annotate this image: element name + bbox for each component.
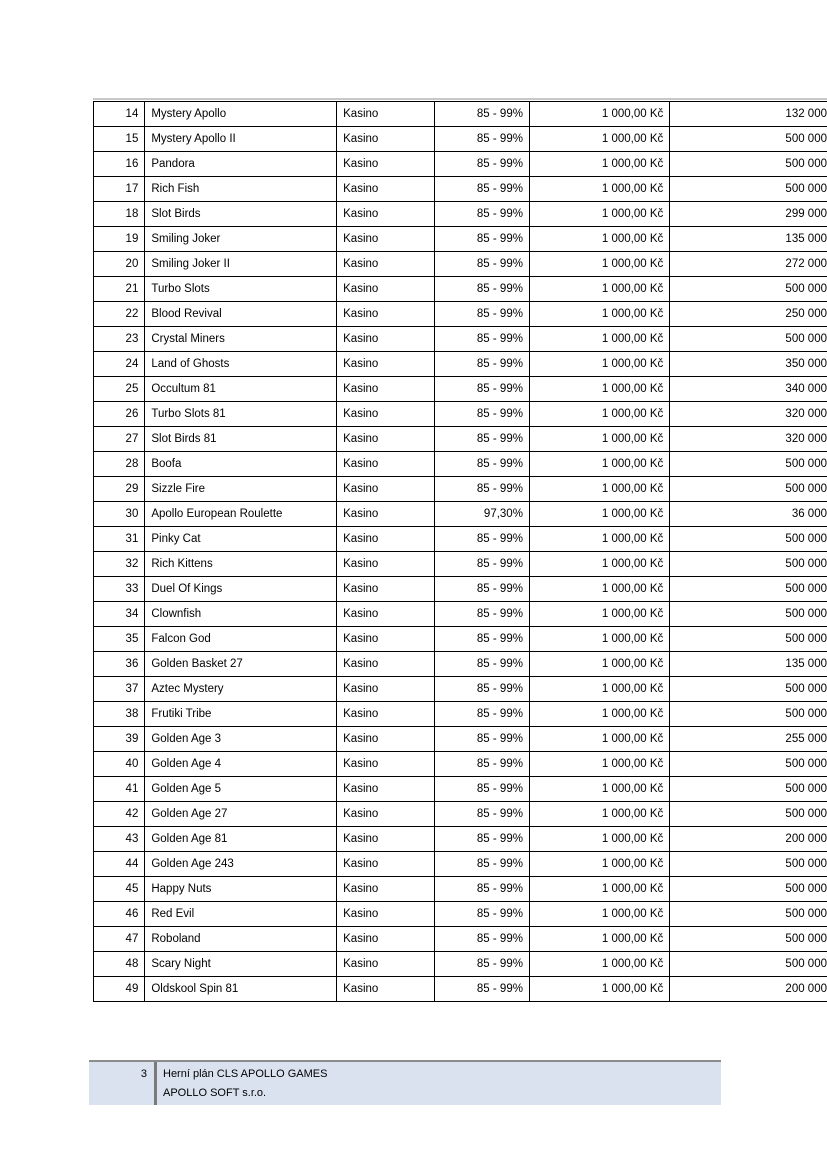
game-name-cell: Golden Age 81 (145, 827, 337, 852)
game-name-cell: Slot Birds (145, 202, 337, 227)
game-name-cell: Scary Night (145, 952, 337, 977)
max-bet-cell: 1 000,00 Kč (529, 327, 669, 352)
page-number: 3 (140, 1068, 147, 1080)
rtp-cell: 85 - 99% (434, 752, 529, 777)
max-win-cell: 500 000 (670, 552, 827, 577)
category-cell: Kasino (337, 302, 435, 327)
table-row (94, 227, 827, 252)
max-win-cell: 500 000 (670, 577, 827, 602)
game-name-cell: Boofa (145, 452, 337, 477)
category-cell: Kasino (337, 752, 435, 777)
rtp-cell: 85 - 99% (434, 577, 529, 602)
table-row (94, 577, 827, 602)
category-cell: Kasino (337, 552, 435, 577)
game-name-cell: Roboland (145, 927, 337, 952)
max-bet-cell: 1 000,00 Kč (529, 202, 669, 227)
table-row (94, 877, 827, 902)
max-win-cell: 350 000 (670, 352, 827, 377)
max-win-cell: 500 000 (670, 777, 827, 802)
table-row (94, 802, 827, 827)
table-row (94, 452, 827, 477)
max-bet-cell: 1 000,00 Kč (529, 102, 669, 127)
max-win-cell: 500 000 (670, 152, 827, 177)
max-bet-cell: 1 000,00 Kč (529, 927, 669, 952)
max-bet-cell: 1 000,00 Kč (529, 252, 669, 277)
row-number-cell: 46 (94, 902, 145, 927)
row-number-cell: 39 (94, 727, 145, 752)
category-cell: Kasino (337, 527, 435, 552)
game-name-cell: Mystery Apollo (145, 102, 337, 127)
max-bet-cell: 1 000,00 Kč (529, 652, 669, 677)
row-number-cell: 33 (94, 577, 145, 602)
max-bet-cell: 1 000,00 Kč (529, 952, 669, 977)
table-row (94, 377, 827, 402)
max-bet-cell: 1 000,00 Kč (529, 752, 669, 777)
max-win-cell: 500 000 (670, 752, 827, 777)
table-row (94, 477, 827, 502)
category-cell: Kasino (337, 577, 435, 602)
table-row (94, 127, 827, 152)
category-cell: Kasino (337, 152, 435, 177)
max-win-cell: 500 000 (670, 952, 827, 977)
max-win-cell: 500 000 (670, 177, 827, 202)
rtp-cell: 85 - 99% (434, 127, 529, 152)
max-win-cell: 500 000 (670, 677, 827, 702)
table-row (94, 927, 827, 952)
row-number-cell: 30 (94, 502, 145, 527)
table-row (94, 502, 827, 527)
max-bet-cell: 1 000,00 Kč (529, 477, 669, 502)
category-cell: Kasino (337, 702, 435, 727)
game-name-cell: Land of Ghosts (145, 352, 337, 377)
game-name-cell: Smiling Joker (145, 227, 337, 252)
max-bet-cell: 1 000,00 Kč (529, 877, 669, 902)
table-row (94, 352, 827, 377)
footer-title: Herní plán CLS APOLLO GAMES (163, 1068, 328, 1080)
max-win-cell: 500 000 (670, 802, 827, 827)
table-row (94, 652, 827, 677)
row-number-cell: 42 (94, 802, 145, 827)
max-win-cell: 500 000 (670, 327, 827, 352)
rtp-cell: 97,30% (434, 502, 529, 527)
row-number-cell: 36 (94, 652, 145, 677)
row-number-cell: 35 (94, 627, 145, 652)
table-row (94, 852, 827, 877)
rtp-cell: 85 - 99% (434, 152, 529, 177)
row-number-cell: 41 (94, 777, 145, 802)
max-win-cell: 200 000 (670, 827, 827, 852)
table-row (94, 752, 827, 777)
max-win-cell: 500 000 (670, 927, 827, 952)
footer-separator (154, 1062, 157, 1105)
max-bet-cell: 1 000,00 Kč (529, 177, 669, 202)
category-cell: Kasino (337, 102, 435, 127)
row-number-cell: 47 (94, 927, 145, 952)
row-number-cell: 16 (94, 152, 145, 177)
table-row (94, 302, 827, 327)
rtp-cell: 85 - 99% (434, 552, 529, 577)
category-cell: Kasino (337, 677, 435, 702)
table-row (94, 427, 827, 452)
max-bet-cell: 1 000,00 Kč (529, 127, 669, 152)
category-cell: Kasino (337, 352, 435, 377)
max-win-cell: 500 000 (670, 627, 827, 652)
max-bet-cell: 1 000,00 Kč (529, 677, 669, 702)
max-win-cell: 500 000 (670, 852, 827, 877)
rtp-cell: 85 - 99% (434, 602, 529, 627)
game-name-cell: Golden Age 5 (145, 777, 337, 802)
max-bet-cell: 1 000,00 Kč (529, 827, 669, 852)
rtp-cell: 85 - 99% (434, 852, 529, 877)
max-win-cell: 36 000 (670, 502, 827, 527)
game-name-cell: Slot Birds 81 (145, 427, 337, 452)
game-name-cell: Clownfish (145, 602, 337, 627)
game-name-cell: Pinky Cat (145, 527, 337, 552)
rtp-cell: 85 - 99% (434, 677, 529, 702)
game-name-cell: Red Evil (145, 902, 337, 927)
table-row (94, 777, 827, 802)
game-name-cell: Turbo Slots 81 (145, 402, 337, 427)
max-bet-cell: 1 000,00 Kč (529, 552, 669, 577)
row-number-cell: 40 (94, 752, 145, 777)
game-name-cell: Golden Age 27 (145, 802, 337, 827)
max-win-cell: 255 000 (670, 727, 827, 752)
rtp-cell: 85 - 99% (434, 302, 529, 327)
row-number-cell: 43 (94, 827, 145, 852)
row-number-cell: 45 (94, 877, 145, 902)
rtp-cell: 85 - 99% (434, 977, 529, 1002)
category-cell: Kasino (337, 877, 435, 902)
game-name-cell: Falcon God (145, 627, 337, 652)
rtp-cell: 85 - 99% (434, 627, 529, 652)
row-number-cell: 44 (94, 852, 145, 877)
max-win-cell: 320 000 (670, 427, 827, 452)
category-cell: Kasino (337, 602, 435, 627)
rtp-cell: 85 - 99% (434, 777, 529, 802)
rtp-cell: 85 - 99% (434, 652, 529, 677)
game-name-cell: Oldskool Spin 81 (145, 977, 337, 1002)
game-name-cell: Smiling Joker II (145, 252, 337, 277)
row-number-cell: 20 (94, 252, 145, 277)
max-bet-cell: 1 000,00 Kč (529, 902, 669, 927)
category-cell: Kasino (337, 802, 435, 827)
max-win-cell: 500 000 (670, 902, 827, 927)
category-cell: Kasino (337, 202, 435, 227)
max-win-cell: 500 000 (670, 127, 827, 152)
row-number-cell: 22 (94, 302, 145, 327)
row-number-cell: 49 (94, 977, 145, 1002)
category-cell: Kasino (337, 402, 435, 427)
rtp-cell: 85 - 99% (434, 802, 529, 827)
rtp-cell: 85 - 99% (434, 352, 529, 377)
max-win-cell: 500 000 (670, 602, 827, 627)
row-number-cell: 17 (94, 177, 145, 202)
table-row (94, 527, 827, 552)
rtp-cell: 85 - 99% (434, 902, 529, 927)
rtp-cell: 85 - 99% (434, 102, 529, 127)
max-bet-cell: 1 000,00 Kč (529, 227, 669, 252)
table-row (94, 252, 827, 277)
category-cell: Kasino (337, 502, 435, 527)
row-number-cell: 38 (94, 702, 145, 727)
max-bet-cell: 1 000,00 Kč (529, 352, 669, 377)
max-win-cell: 299 000 (670, 202, 827, 227)
category-cell: Kasino (337, 777, 435, 802)
row-number-cell: 27 (94, 427, 145, 452)
category-cell: Kasino (337, 277, 435, 302)
rtp-cell: 85 - 99% (434, 527, 529, 552)
max-bet-cell: 1 000,00 Kč (529, 502, 669, 527)
row-number-cell: 32 (94, 552, 145, 577)
max-bet-cell: 1 000,00 Kč (529, 302, 669, 327)
category-cell: Kasino (337, 477, 435, 502)
category-cell: Kasino (337, 977, 435, 1002)
max-win-cell: 320 000 (670, 402, 827, 427)
category-cell: Kasino (337, 902, 435, 927)
rtp-cell: 85 - 99% (434, 327, 529, 352)
table-row (94, 677, 827, 702)
table-row (94, 952, 827, 977)
row-number-cell: 15 (94, 127, 145, 152)
game-name-cell: Happy Nuts (145, 877, 337, 902)
rtp-cell: 85 - 99% (434, 952, 529, 977)
row-number-cell: 28 (94, 452, 145, 477)
max-win-cell: 340 000 (670, 377, 827, 402)
rtp-cell: 85 - 99% (434, 452, 529, 477)
game-name-cell: Occultum 81 (145, 377, 337, 402)
max-bet-cell: 1 000,00 Kč (529, 977, 669, 1002)
category-cell: Kasino (337, 127, 435, 152)
rtp-cell: 85 - 99% (434, 427, 529, 452)
row-number-cell: 19 (94, 227, 145, 252)
max-bet-cell: 1 000,00 Kč (529, 602, 669, 627)
game-name-cell: Blood Revival (145, 302, 337, 327)
table-row (94, 102, 827, 127)
game-name-cell: Pandora (145, 152, 337, 177)
table-row (94, 202, 827, 227)
game-name-cell: Aztec Mystery (145, 677, 337, 702)
max-win-cell: 500 000 (670, 277, 827, 302)
max-bet-cell: 1 000,00 Kč (529, 577, 669, 602)
category-cell: Kasino (337, 377, 435, 402)
games-table (93, 101, 827, 1002)
max-bet-cell: 1 000,00 Kč (529, 402, 669, 427)
row-number-cell: 24 (94, 352, 145, 377)
game-name-cell: Golden Age 4 (145, 752, 337, 777)
max-win-cell: 135 000 (670, 227, 827, 252)
category-cell: Kasino (337, 927, 435, 952)
row-number-cell: 48 (94, 952, 145, 977)
row-number-cell: 37 (94, 677, 145, 702)
game-name-cell: Duel Of Kings (145, 577, 337, 602)
max-bet-cell: 1 000,00 Kč (529, 727, 669, 752)
max-bet-cell: 1 000,00 Kč (529, 427, 669, 452)
category-cell: Kasino (337, 627, 435, 652)
max-bet-cell: 1 000,00 Kč (529, 627, 669, 652)
game-name-cell: Frutiki Tribe (145, 702, 337, 727)
rtp-cell: 85 - 99% (434, 877, 529, 902)
max-bet-cell: 1 000,00 Kč (529, 777, 669, 802)
table-row (94, 327, 827, 352)
max-bet-cell: 1 000,00 Kč (529, 277, 669, 302)
max-win-cell: 250 000 (670, 302, 827, 327)
rtp-cell: 85 - 99% (434, 477, 529, 502)
table-top-rule (93, 98, 827, 100)
category-cell: Kasino (337, 652, 435, 677)
game-name-cell: Sizzle Fire (145, 477, 337, 502)
table-row (94, 977, 827, 1002)
table-row (94, 277, 827, 302)
rtp-cell: 85 - 99% (434, 202, 529, 227)
game-name-cell: Golden Age 3 (145, 727, 337, 752)
table-row (94, 552, 827, 577)
max-win-cell: 500 000 (670, 477, 827, 502)
table-row (94, 702, 827, 727)
rtp-cell: 85 - 99% (434, 377, 529, 402)
row-number-cell: 23 (94, 327, 145, 352)
max-win-cell: 500 000 (670, 877, 827, 902)
max-bet-cell: 1 000,00 Kč (529, 802, 669, 827)
max-bet-cell: 1 000,00 Kč (529, 702, 669, 727)
category-cell: Kasino (337, 177, 435, 202)
rtp-cell: 85 - 99% (434, 227, 529, 252)
game-name-cell: Turbo Slots (145, 277, 337, 302)
max-win-cell: 500 000 (670, 527, 827, 552)
table-row (94, 402, 827, 427)
table-row (94, 627, 827, 652)
rtp-cell: 85 - 99% (434, 727, 529, 752)
category-cell: Kasino (337, 227, 435, 252)
row-number-cell: 18 (94, 202, 145, 227)
page-footer (89, 1060, 721, 1105)
max-win-cell: 135 000 (670, 652, 827, 677)
row-number-cell: 26 (94, 402, 145, 427)
category-cell: Kasino (337, 327, 435, 352)
rtp-cell: 85 - 99% (434, 927, 529, 952)
row-number-cell: 21 (94, 277, 145, 302)
max-bet-cell: 1 000,00 Kč (529, 152, 669, 177)
max-bet-cell: 1 000,00 Kč (529, 452, 669, 477)
game-name-cell: Golden Age 243 (145, 852, 337, 877)
table-row (94, 602, 827, 627)
category-cell: Kasino (337, 427, 435, 452)
row-number-cell: 34 (94, 602, 145, 627)
table-row (94, 827, 827, 852)
game-name-cell: Rich Fish (145, 177, 337, 202)
category-cell: Kasino (337, 452, 435, 477)
max-win-cell: 132 000 (670, 102, 827, 127)
row-number-cell: 31 (94, 527, 145, 552)
rtp-cell: 85 - 99% (434, 252, 529, 277)
rtp-cell: 85 - 99% (434, 177, 529, 202)
max-win-cell: 500 000 (670, 452, 827, 477)
table-row (94, 152, 827, 177)
category-cell: Kasino (337, 727, 435, 752)
rtp-cell: 85 - 99% (434, 702, 529, 727)
row-number-cell: 25 (94, 377, 145, 402)
max-bet-cell: 1 000,00 Kč (529, 527, 669, 552)
category-cell: Kasino (337, 252, 435, 277)
max-win-cell: 200 000 (670, 977, 827, 1002)
max-bet-cell: 1 000,00 Kč (529, 852, 669, 877)
rtp-cell: 85 - 99% (434, 277, 529, 302)
max-win-cell: 500 000 (670, 702, 827, 727)
row-number-cell: 29 (94, 477, 145, 502)
rtp-cell: 85 - 99% (434, 827, 529, 852)
category-cell: Kasino (337, 852, 435, 877)
table-row (94, 727, 827, 752)
table-row (94, 177, 827, 202)
game-name-cell: Crystal Miners (145, 327, 337, 352)
category-cell: Kasino (337, 827, 435, 852)
rtp-cell: 85 - 99% (434, 402, 529, 427)
footer-company: APOLLO SOFT s.r.o. (163, 1087, 267, 1099)
max-bet-cell: 1 000,00 Kč (529, 377, 669, 402)
max-win-cell: 272 000 (670, 252, 827, 277)
game-name-cell: Mystery Apollo II (145, 127, 337, 152)
game-name-cell: Golden Basket 27 (145, 652, 337, 677)
row-number-cell: 14 (94, 102, 145, 127)
game-name-cell: Rich Kittens (145, 552, 337, 577)
category-cell: Kasino (337, 952, 435, 977)
game-name-cell: Apollo European Roulette (145, 502, 337, 527)
table-row (94, 902, 827, 927)
